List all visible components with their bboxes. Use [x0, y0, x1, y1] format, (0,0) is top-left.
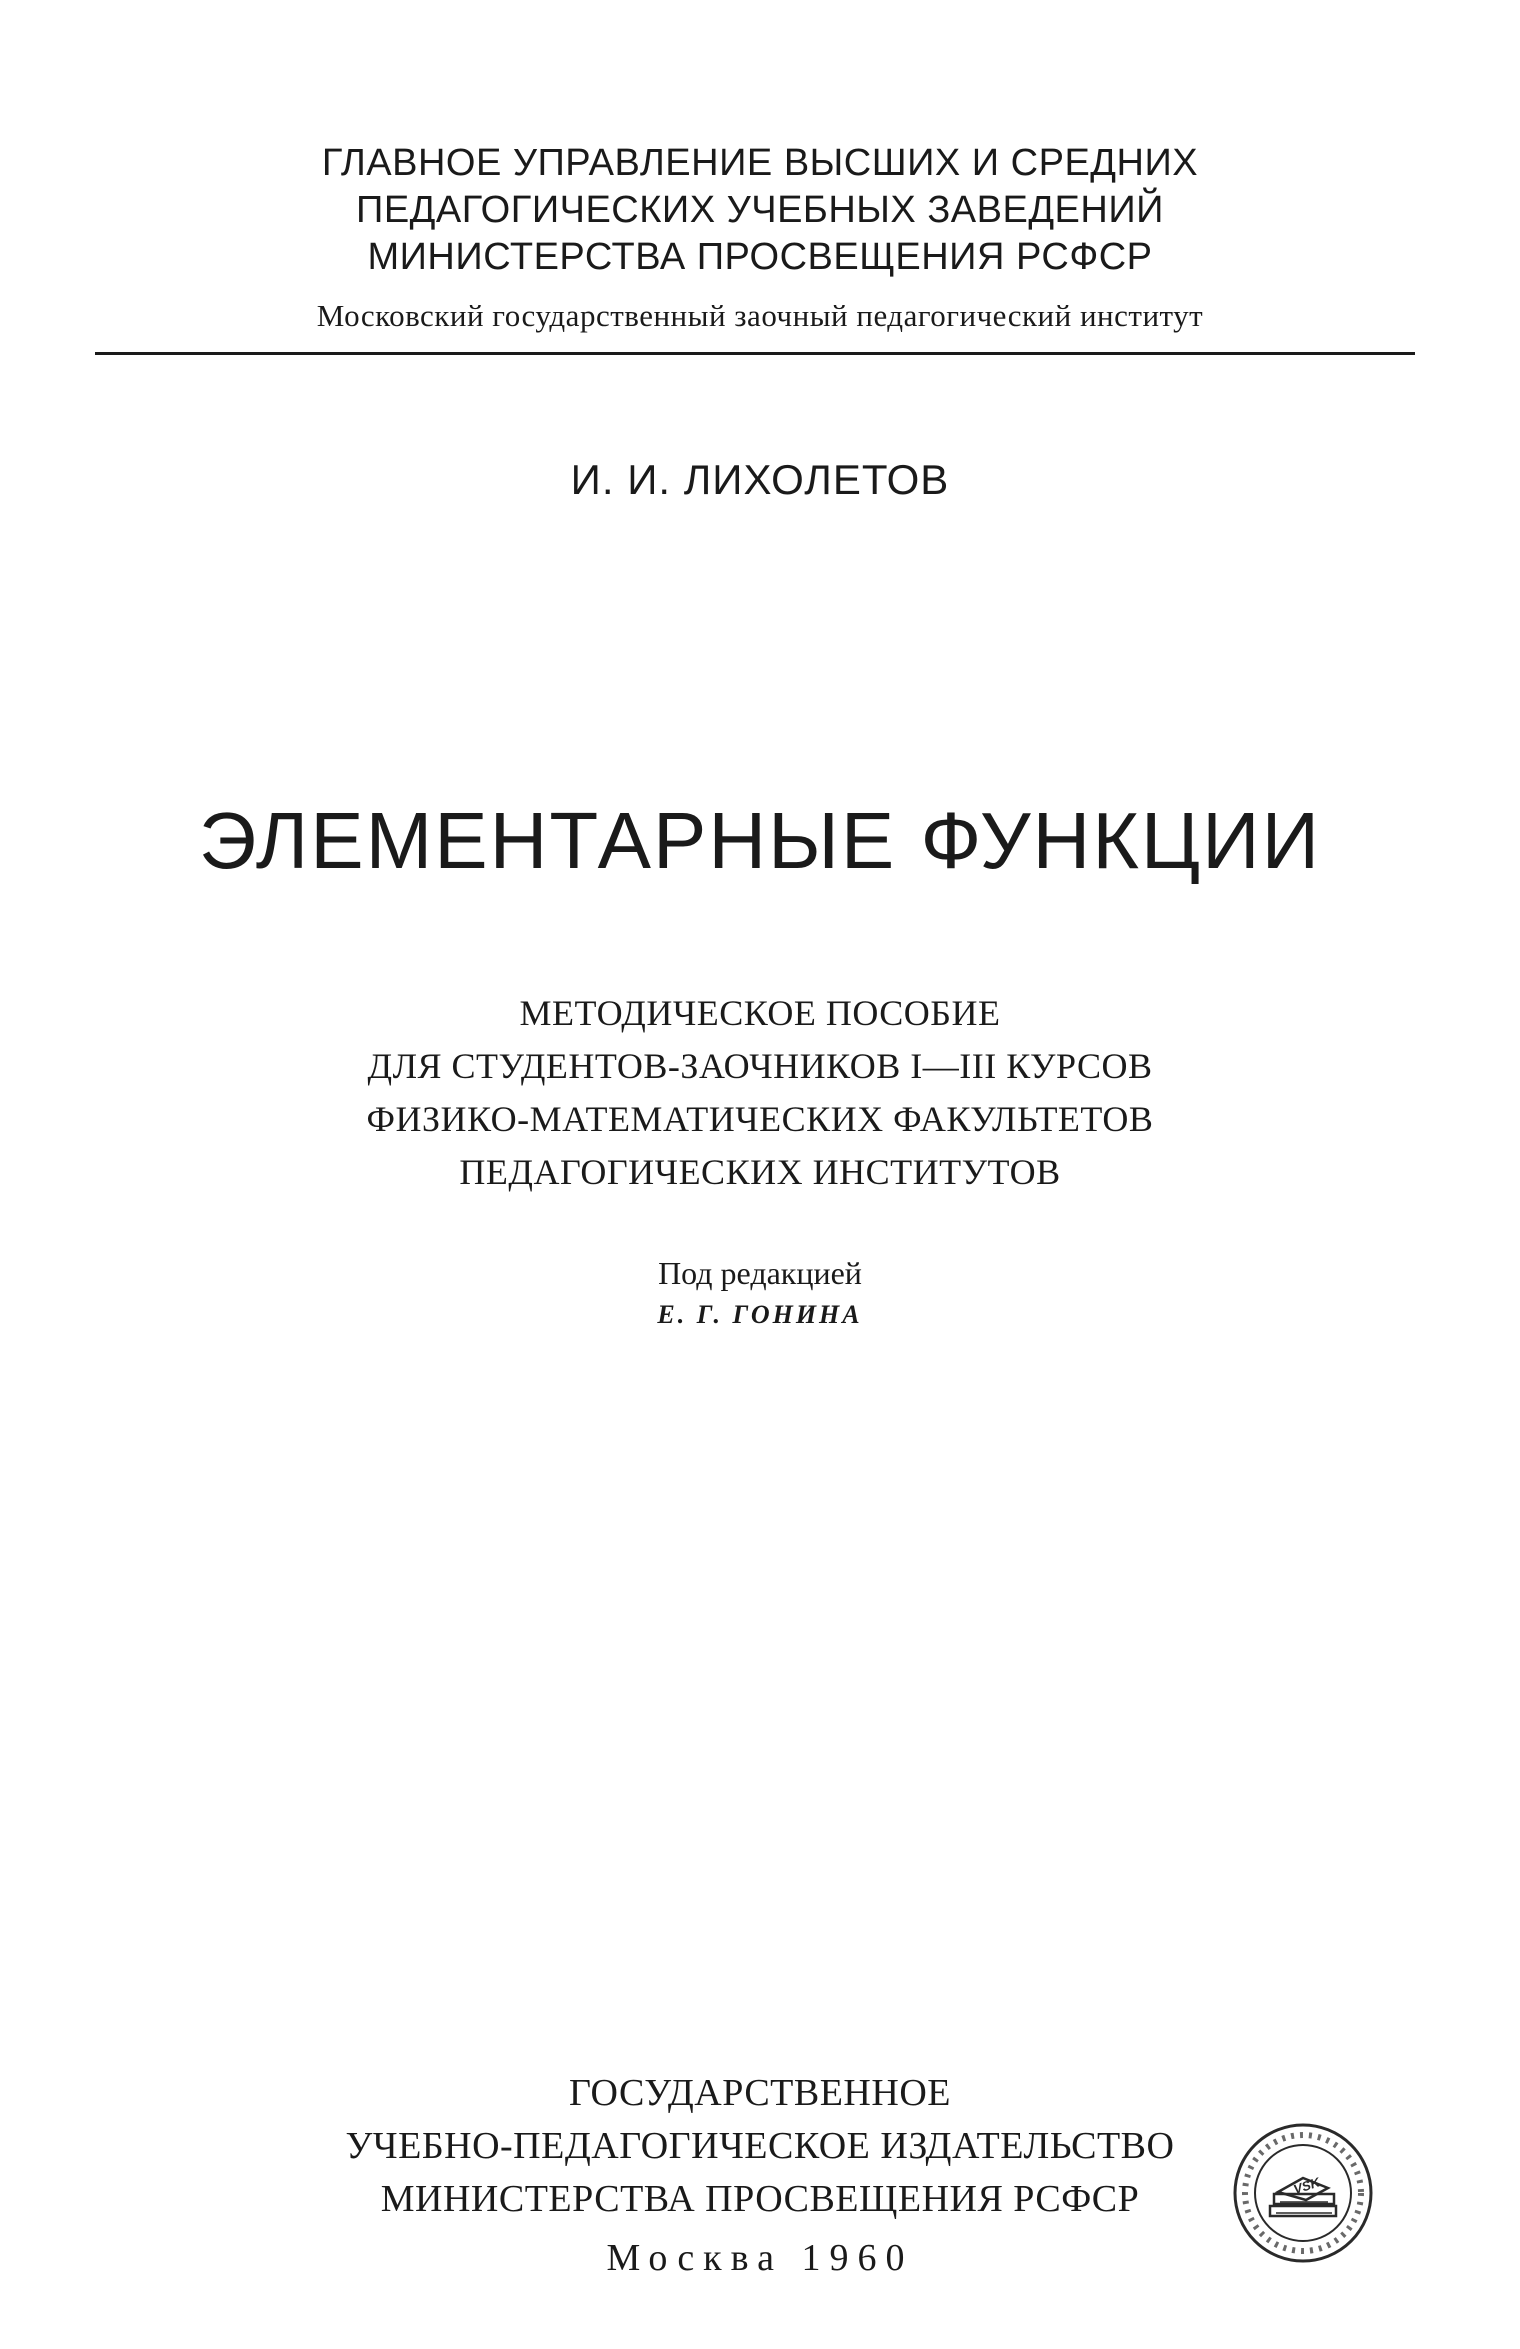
publisher-line-2: УЧЕБНО-ПЕДАГОГИЧЕСКОЕ ИЗДАТЕЛЬСТВО: [345, 2125, 1175, 2167]
stamp-logo-text: VSK: [1291, 2174, 1322, 2197]
subtitle-line-3: ФИЗИКО-МАТЕМАТИЧЕСКИХ ФАКУЛЬТЕТОВ: [366, 1099, 1154, 1139]
subtitle-line-4: ПЕДАГОГИЧЕСКИХ ИНСТИТУТОВ: [459, 1152, 1061, 1192]
org-line-2: ПЕДАГОГИЧЕСКИХ УЧЕБНЫХ ЗАВЕДЕНИЙ: [356, 189, 1164, 231]
org-line-1: ГЛАВНОЕ УПРАВЛЕНИЕ ВЫСШИХ И СРЕДНИХ: [321, 142, 1199, 184]
header-divider: [95, 352, 1415, 355]
subtitle-line-2: ДЛЯ СТУДЕНТОВ-ЗАОЧНИКОВ I—III КУРСОВ: [367, 1046, 1153, 1086]
city-year: Москва 1960: [606, 2237, 914, 2279]
institute-name: Московский государственный заочный педагогический институт: [316, 298, 1204, 333]
publisher-line-1: ГОСУДАРСТВЕННОЕ: [569, 2072, 951, 2114]
editor-name: Е. Г. ГОНИНА: [657, 1300, 863, 1329]
library-stamp-icon: [1228, 2118, 1378, 2268]
subtitle-line-1: МЕТОДИЧЕСКОЕ ПОСОБИЕ: [519, 993, 1001, 1033]
author-name: И. И. ЛИХОЛЕТОВ: [570, 456, 950, 503]
book-title: ЭЛЕМЕНТАРНЫЕ ФУНКЦИИ: [198, 796, 1322, 885]
org-line-3: МИНИСТЕРСТВА ПРОСВЕЩЕНИЯ РСФСР: [367, 236, 1153, 278]
publisher-line-3: МИНИСТЕРСТВА ПРОСВЕЩЕНИЯ РСФСР: [380, 2178, 1140, 2220]
editor-label: Под редакцией: [658, 1255, 862, 1291]
